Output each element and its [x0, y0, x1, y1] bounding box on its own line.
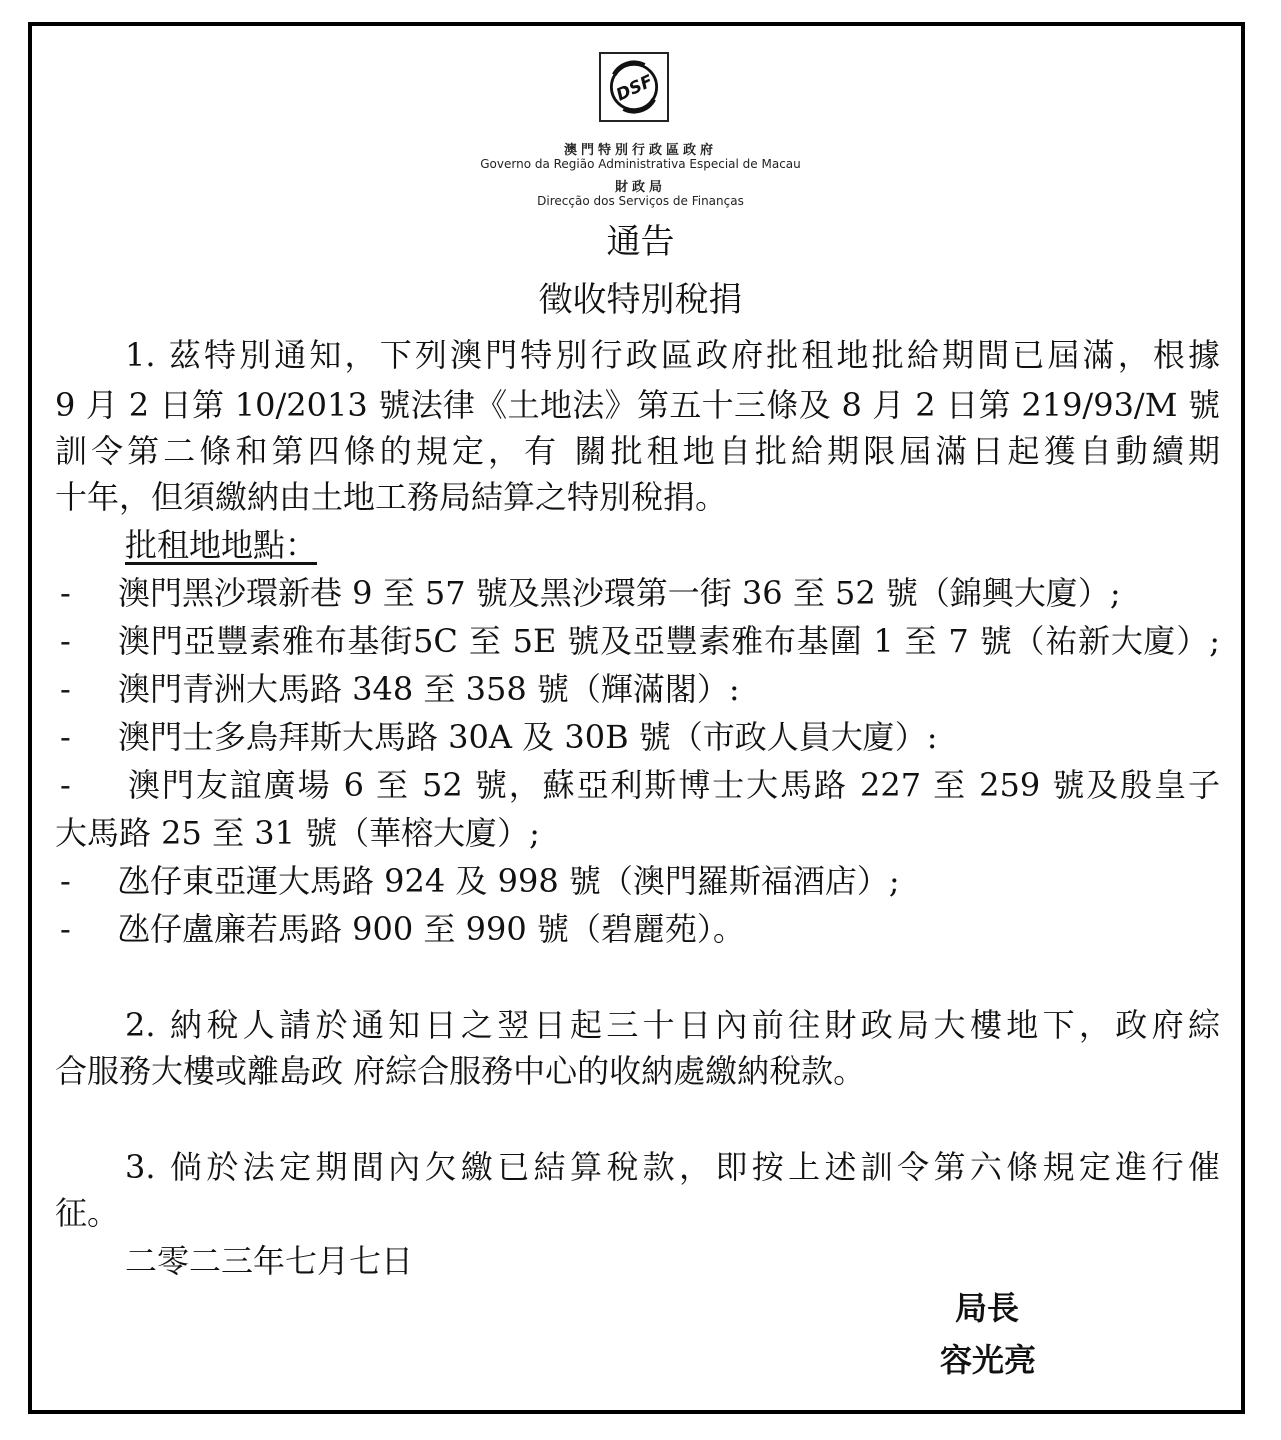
location-dash: - — [60, 574, 71, 612]
location-dash: - — [60, 766, 71, 804]
location-dash: - — [60, 718, 71, 756]
location-item — [60, 668, 1220, 710]
location-item — [60, 572, 1220, 614]
para1-line-4: 十年，但須繳納由土地工務局結算之特別稅捐。 — [55, 478, 728, 516]
dsf-logo-icon — [601, 54, 667, 120]
para2-line-1: 2. 納稅人請於通知日之翌日起三十日內前往財政局大樓地下，政府綜 — [125, 1006, 1220, 1044]
location-item — [60, 908, 1220, 950]
location-dash: - — [60, 670, 71, 708]
locations-label-row — [125, 524, 525, 566]
dsf-logo — [599, 52, 669, 122]
location-item — [60, 764, 1220, 806]
location-dash: - — [60, 622, 71, 660]
department-name-portuguese: Direcção dos Serviços de Finanças — [537, 194, 744, 208]
location-dash: - — [60, 862, 71, 900]
notice-date: 二零二三年七月七日 — [125, 1242, 414, 1280]
location-text: 氹仔盧廉若馬路 900 至 990 號（碧麗苑）。 — [118, 910, 745, 948]
notice-title: 通告 — [606, 222, 675, 262]
signer-title: 局長 — [955, 1289, 1020, 1327]
government-name-portuguese: Governo da Região Administrativa Especial de Macau — [480, 157, 801, 171]
para3-line-1: 3. 倘於法定期間內欠繳已結算稅款，即按上述訓令第六條規定進行催 — [125, 1148, 1220, 1186]
location-item — [60, 620, 1220, 662]
location-text: 澳門黑沙環新巷 9 至 57 號及黑沙環第一街 36 至 52 號（錦興大廈）; — [118, 574, 1121, 612]
location-text: 澳門亞豐素雅布基街5C 至 5E 號及亞豐素雅布基圍 1 至 7 號（祐新大廈）; — [118, 622, 1220, 660]
location-item-continued: 大馬路 25 至 31 號（華榕大廈）; — [55, 814, 540, 852]
para3-line-2: 征。 — [55, 1194, 120, 1232]
signer-name: 容光亮 — [940, 1341, 1037, 1379]
department-name-chinese: 財政局 — [614, 180, 666, 195]
government-name-chinese: 澳門特別行政區政府 — [563, 143, 717, 158]
locations-label: 批租地地點： — [125, 526, 318, 564]
location-dash: - — [60, 910, 71, 948]
location-text: 澳門青洲大馬路 348 至 358 號（輝滿閣）: — [118, 670, 740, 708]
notice-subtitle: 徵收特別稅捐 — [538, 280, 743, 320]
logo-text: DSF — [613, 71, 657, 106]
para1-line-2: 9 月 2 日第 10/2013 號法律《土地法》第五十三條及 8 月 2 日第 219/93/M 號 — [55, 386, 1220, 424]
para1-line-1: 1. 茲特別通知，下列澳門特別行政區政府批租地批給期間已屆滿，根據 — [125, 336, 1220, 374]
location-item — [60, 716, 1220, 758]
para1-line-3: 訓令第二條和第四條的規定，有 關批租地自批給期限屆滿日起獲自動續期 — [55, 432, 1220, 470]
para2-line-2: 合服務大樓或離島政 府綜合服務中心的收納處繳納稅款。 — [55, 1052, 866, 1090]
location-text: 澳門士多鳥拜斯大馬路 30A 及 30B 號（市政人員大廈）: — [118, 718, 938, 756]
location-text: 氹仔東亞運大馬路 924 及 998 號（澳門羅斯福酒店）; — [118, 862, 900, 900]
location-text: 澳門友誼廣場 6 至 52 號，蘇亞利斯博士大馬路 227 至 259 號及殷皇子 — [128, 766, 1220, 804]
location-item — [60, 860, 1220, 902]
